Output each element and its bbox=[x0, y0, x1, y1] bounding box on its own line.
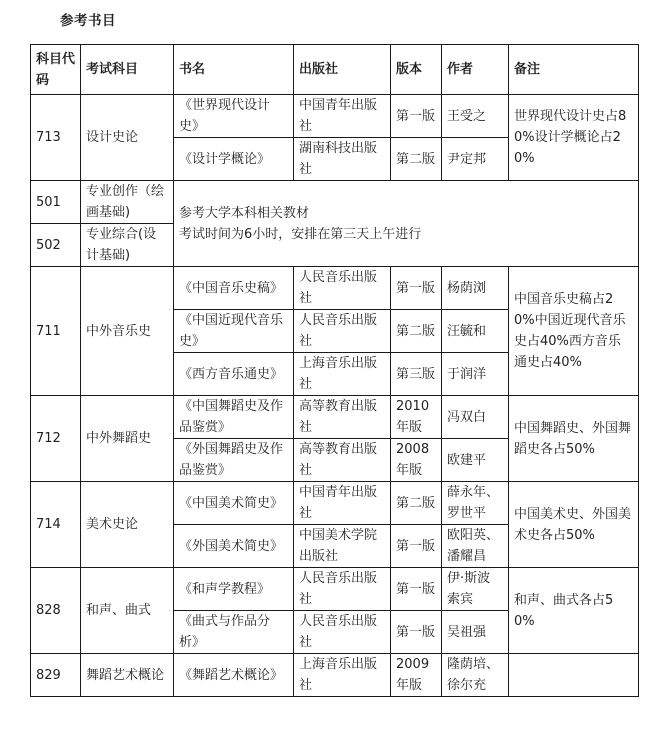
table-row bbox=[31, 654, 639, 697]
book-title: 《和声学教程》 bbox=[174, 568, 294, 611]
book-edition: 2010年版 bbox=[391, 396, 442, 439]
reference-book-table bbox=[30, 44, 639, 697]
book-title: 《中国音乐史稿》 bbox=[174, 267, 294, 310]
book-author: 尹定邦 bbox=[442, 138, 509, 181]
book-publisher: 人民音乐出版社 bbox=[294, 611, 391, 654]
subject-note: 和声、曲式各占50% bbox=[509, 568, 639, 654]
subject-code: 501 bbox=[31, 181, 81, 224]
book-edition: 第二版 bbox=[391, 482, 442, 525]
subject-name: 舞蹈艺术概论 bbox=[81, 654, 174, 697]
header-note: 备注 bbox=[509, 45, 639, 95]
header-edition: 版本 bbox=[391, 45, 442, 95]
book-publisher: 上海音乐出版社 bbox=[294, 654, 391, 697]
book-title: 《中国舞蹈史及作品鉴赏》 bbox=[174, 396, 294, 439]
table-row bbox=[31, 95, 639, 138]
header-code: 科目代码 bbox=[31, 45, 81, 95]
page-title: 参考书目 bbox=[60, 13, 116, 29]
book-author: 欧建平 bbox=[442, 439, 509, 482]
table-row bbox=[31, 568, 639, 611]
subject-code: 713 bbox=[31, 95, 81, 181]
book-edition: 第一版 bbox=[391, 267, 442, 310]
book-author: 汪毓和 bbox=[442, 310, 509, 353]
table-row bbox=[31, 267, 639, 310]
shared-note-line-1: 参考大学本科相关教材 bbox=[179, 205, 310, 221]
table-row bbox=[31, 482, 639, 525]
book-edition: 第三版 bbox=[391, 353, 442, 396]
shared-note bbox=[174, 181, 639, 267]
header-book: 书名 bbox=[174, 45, 294, 95]
subject-name: 专业创作（绘画基础) bbox=[81, 181, 174, 224]
book-author: 杨荫浏 bbox=[442, 267, 509, 310]
book-edition: 第二版 bbox=[391, 310, 442, 353]
subject-code: 712 bbox=[31, 396, 81, 482]
subject-name: 美术史论 bbox=[81, 482, 174, 568]
book-title: 《外国舞蹈史及作品鉴赏》 bbox=[174, 439, 294, 482]
book-title: 《曲式与作品分析》 bbox=[174, 611, 294, 654]
book-publisher: 中国青年出版社 bbox=[294, 482, 391, 525]
book-publisher: 中国青年出版社 bbox=[294, 95, 391, 138]
book-author: 吴祖强 bbox=[442, 611, 509, 654]
book-publisher: 人民音乐出版社 bbox=[294, 568, 391, 611]
subject-note: 中国舞蹈史、外国舞蹈史各占50% bbox=[509, 396, 639, 482]
subject-note: 世界现代设计史占80%设计学概论占20% bbox=[509, 95, 639, 181]
book-title: 《舞蹈艺术概论》 bbox=[174, 654, 294, 697]
shared-note-line-2: 考试时间为6小时，安排在第三天上午进行 bbox=[179, 226, 422, 242]
header-publisher: 出版社 bbox=[294, 45, 391, 95]
subject-note: 中国美术史、外国美术史各占50% bbox=[509, 482, 639, 568]
book-title: 《设计学概论》 bbox=[174, 138, 294, 181]
book-publisher: 中国美术学院出版社 bbox=[294, 525, 391, 568]
book-edition: 2009年版 bbox=[391, 654, 442, 697]
book-publisher: 上海音乐出版社 bbox=[294, 353, 391, 396]
book-title: 《世界现代设计史》 bbox=[174, 95, 294, 138]
book-title: 《中国美术简史》 bbox=[174, 482, 294, 525]
book-publisher: 湖南科技出版社 bbox=[294, 138, 391, 181]
subject-note bbox=[509, 654, 639, 697]
book-author: 于润洋 bbox=[442, 353, 509, 396]
subject-code: 828 bbox=[31, 568, 81, 654]
book-author: 伊·斯波索宾 bbox=[442, 568, 509, 611]
subject-name: 中外舞蹈史 bbox=[81, 396, 174, 482]
book-title: 《中国近现代音乐史》 bbox=[174, 310, 294, 353]
header-author: 作者 bbox=[442, 45, 509, 95]
book-author: 薛永年、罗世平 bbox=[442, 482, 509, 525]
book-edition: 2008年版 bbox=[391, 439, 442, 482]
subject-name: 设计史论 bbox=[81, 95, 174, 181]
subject-note: 中国音乐史稿占20%中国近现代音乐史占40%西方音乐通史占40% bbox=[509, 267, 639, 396]
subject-code: 502 bbox=[31, 224, 81, 267]
book-title: 《外国美术简史》 bbox=[174, 525, 294, 568]
book-publisher: 人民音乐出版社 bbox=[294, 267, 391, 310]
subject-code: 829 bbox=[31, 654, 81, 697]
book-author: 欧阳英、潘耀昌 bbox=[442, 525, 509, 568]
book-publisher: 高等教育出版社 bbox=[294, 396, 391, 439]
book-publisher: 高等教育出版社 bbox=[294, 439, 391, 482]
table-header-row bbox=[31, 45, 639, 95]
table-row bbox=[31, 396, 639, 439]
book-author: 隆荫培、徐尔充 bbox=[442, 654, 509, 697]
book-publisher: 人民音乐出版社 bbox=[294, 310, 391, 353]
subject-name: 和声、曲式 bbox=[81, 568, 174, 654]
book-edition: 第一版 bbox=[391, 568, 442, 611]
book-title: 《西方音乐通史》 bbox=[174, 353, 294, 396]
subject-code: 711 bbox=[31, 267, 81, 396]
book-author: 王受之 bbox=[442, 95, 509, 138]
book-edition: 第一版 bbox=[391, 95, 442, 138]
table-row bbox=[31, 181, 639, 224]
subject-name: 中外音乐史 bbox=[81, 267, 174, 396]
subject-name: 专业综合(设计基础) bbox=[81, 224, 174, 267]
subject-code: 714 bbox=[31, 482, 81, 568]
book-edition: 第二版 bbox=[391, 138, 442, 181]
header-subject: 考试科目 bbox=[81, 45, 174, 95]
book-author: 冯双白 bbox=[442, 396, 509, 439]
book-edition: 第一版 bbox=[391, 525, 442, 568]
book-edition: 第一版 bbox=[391, 611, 442, 654]
